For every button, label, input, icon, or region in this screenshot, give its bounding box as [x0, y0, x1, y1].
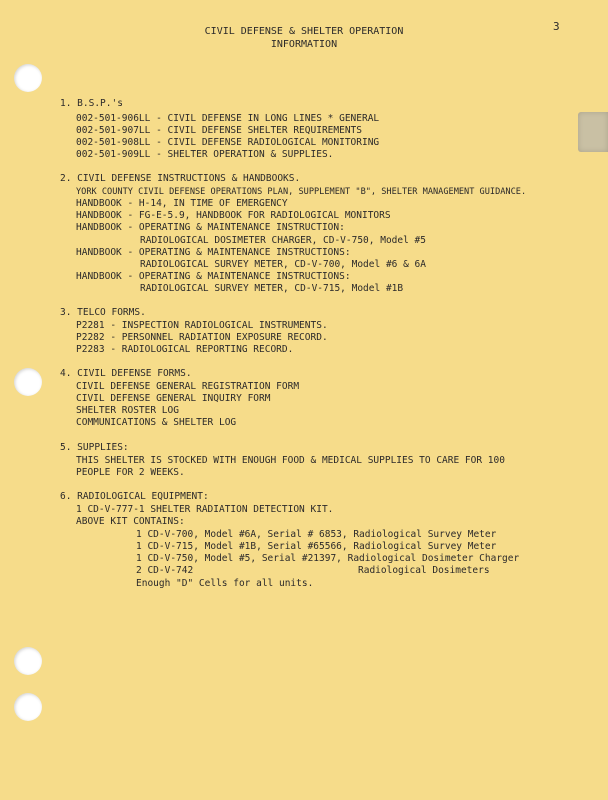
- list-item: CIVIL DEFENSE GENERAL REGISTRATION FORM: [76, 381, 300, 392]
- section-heading: 6. RADIOLOGICAL EQUIPMENT:: [60, 491, 209, 502]
- equipment-item: 1 CD-V-700, Model #6A, Serial # 6853, Radiological Survey Meter: [136, 529, 497, 540]
- equipment-item: 1 CD-V-715, Model #1B, Serial #65566, Radiological Survey Meter: [136, 541, 497, 552]
- section-heading: 3. TELCO FORMS.: [60, 307, 146, 318]
- list-item: RADIOLOGICAL SURVEY METER, CD-V-700, Model #6 & 6A: [140, 259, 426, 270]
- list-item: HANDBOOK - FG-E-5.9, HANDBOOK FOR RADIOLOGICAL MONITORS: [76, 210, 391, 221]
- list-item: 002-501-909LL - SHELTER OPERATION & SUPPLIES.: [76, 149, 334, 160]
- punch-hole: [14, 368, 42, 396]
- page-number: 3: [553, 20, 560, 33]
- equipment-item: 2 CD-V-742: [136, 565, 194, 576]
- list-item: YORK COUNTY CIVIL DEFENSE OPERATIONS PLAN, SUPPLEMENT "B", SHELTER MANAGEMENT GUIDANCE.: [76, 187, 527, 197]
- list-item: THIS SHELTER IS STOCKED WITH ENOUGH FOOD & MEDICAL SUPPLIES TO CARE FOR 100: [76, 455, 505, 466]
- page-title: [0, 25, 608, 51]
- index-tab: [578, 112, 608, 152]
- list-item: PEOPLE FOR 2 WEEKS.: [76, 467, 185, 478]
- list-item: 002-501-906LL - CIVIL DEFENSE IN LONG LINES * GENERAL: [76, 113, 380, 124]
- equipment-note: Enough "D" Cells for all units.: [136, 578, 314, 589]
- equipment-description: Radiological Dosimeters: [358, 565, 490, 576]
- list-item: HANDBOOK - H-14, IN TIME OF EMERGENCY: [76, 198, 288, 209]
- list-item: RADIOLOGICAL SURVEY METER, CD-V-715, Model #1B: [140, 283, 404, 294]
- section-heading: 1. B.S.P.'s: [60, 98, 123, 109]
- equipment-item: 1 CD-V-750, Model #5, Serial #21397, Radiological Dosimeter Charger: [136, 553, 520, 564]
- list-item: 002-501-907LL - CIVIL DEFENSE SHELTER REQUIREMENTS: [76, 125, 362, 136]
- list-item: P2283 - RADIOLOGICAL REPORTING RECORD.: [76, 344, 294, 355]
- list-item: SHELTER ROSTER LOG: [76, 405, 179, 416]
- list-item: HANDBOOK - OPERATING & MAINTENANCE INSTRUCTION:: [76, 222, 345, 233]
- list-item: HANDBOOK - OPERATING & MAINTENANCE INSTRUCTIONS:: [76, 247, 351, 258]
- list-item: 002-501-908LL - CIVIL DEFENSE RADIOLOGICAL MONITORING: [76, 137, 380, 148]
- title-line-2: INFORMATION: [270, 39, 338, 50]
- list-item: CIVIL DEFENSE GENERAL INQUIRY FORM: [76, 393, 271, 404]
- list-item: 1 CD-V-777-1 SHELTER RADIATION DETECTION KIT.: [76, 504, 334, 515]
- list-item: RADIOLOGICAL DOSIMETER CHARGER, CD-V-750, Model #5: [140, 235, 426, 246]
- section-heading: 4. CIVIL DEFENSE FORMS.: [60, 368, 192, 379]
- list-item: P2282 - PERSONNEL RADIATION EXPOSURE RECORD.: [76, 332, 328, 343]
- list-item: HANDBOOK - OPERATING & MAINTENANCE INSTRUCTIONS:: [76, 271, 351, 282]
- list-item: P2281 - INSPECTION RADIOLOGICAL INSTRUMENTS.: [76, 320, 328, 331]
- punch-hole: [14, 693, 42, 721]
- punch-hole: [14, 64, 42, 92]
- section-heading: 2. CIVIL DEFENSE INSTRUCTIONS & HANDBOOKS.: [60, 173, 301, 184]
- list-item: ABOVE KIT CONTAINS:: [76, 516, 185, 527]
- list-item: COMMUNICATIONS & SHELTER LOG: [76, 417, 237, 428]
- section-heading: 5. SUPPLIES:: [60, 442, 129, 453]
- title-line-1: CIVIL DEFENSE & SHELTER OPERATION: [204, 26, 404, 37]
- punch-hole: [14, 647, 42, 675]
